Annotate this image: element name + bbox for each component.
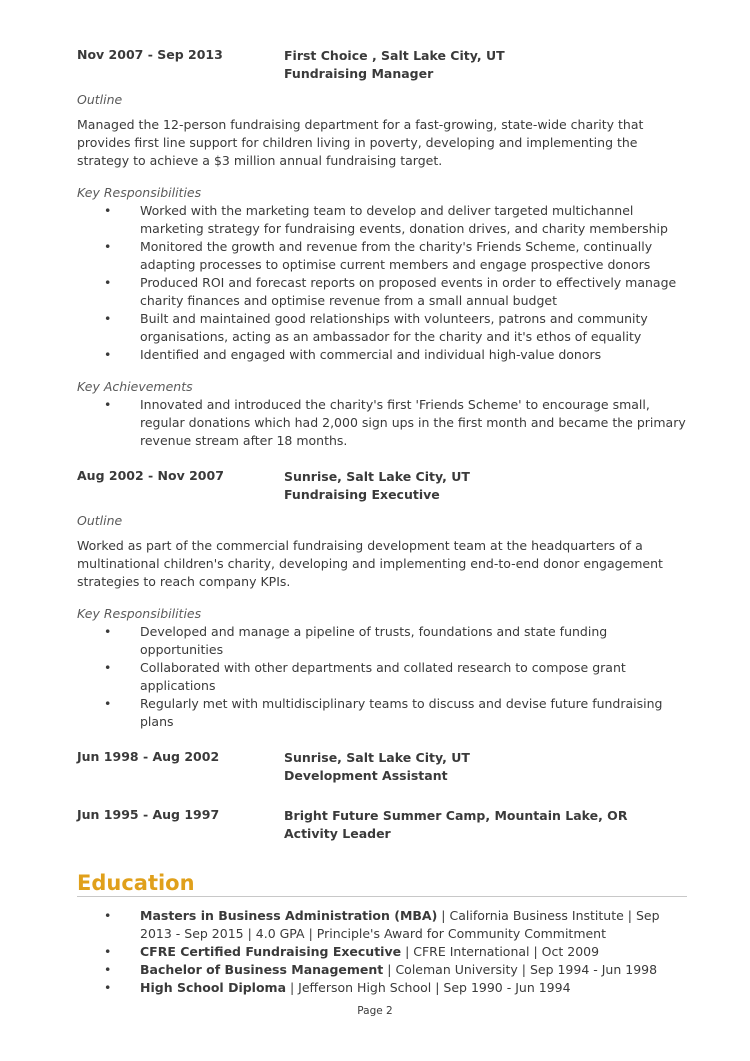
bullet: • <box>104 980 112 995</box>
bullet: • <box>104 908 112 923</box>
job-outline: Managed the 12-person fundraising department for a fast-growing, state-wide charity that provides first line support for children living in poverty, developing and implementing the strategy to achieve a $3 million annual fundraising target. <box>77 117 644 168</box>
list-item <box>77 907 687 943</box>
responsibilities-list <box>77 202 687 364</box>
list-item-text: Regularly met with multidisciplinary teams to discuss and devise future fundraising plans <box>140 696 663 729</box>
bullet: • <box>104 203 112 218</box>
responsibilities-label: Key Responsibilities <box>77 606 202 621</box>
job-date: Jun 1995 - Aug 1997 <box>77 807 220 822</box>
job-header <box>77 468 687 508</box>
job-title: Development Assistant <box>284 768 448 783</box>
list-item <box>77 961 687 979</box>
list-item <box>77 346 687 364</box>
bullet: • <box>104 944 112 959</box>
bullet: • <box>104 962 112 977</box>
list-item-text: Developed and manage a pipeline of trusts, foundations and state funding opportunities <box>140 624 608 657</box>
education-details: | Coleman University | Sep 1994 - Jun 1998 <box>383 962 658 977</box>
page-number: Page 2 <box>357 1005 393 1017</box>
bullet: • <box>104 311 112 326</box>
education-details: | CFRE International | Oct 2009 <box>401 944 600 959</box>
job-title: Fundraising Manager <box>284 66 434 81</box>
education-heading: Education <box>77 870 687 897</box>
bullet: • <box>104 347 112 362</box>
resume-page <box>77 0 687 1011</box>
list-item <box>77 396 687 450</box>
list-item <box>77 202 687 238</box>
outline-label: Outline <box>77 92 123 107</box>
job-header <box>77 47 687 87</box>
list-item <box>77 943 687 961</box>
job-outline: Worked as part of the commercial fundraising development team at the headquarters of a multinational children's charity, developing and implementing end-to-end donor engagement strategies to reach company KPIs. <box>77 538 663 589</box>
bullet: • <box>104 660 112 675</box>
job-company: Sunrise, Salt Lake City, UT <box>284 469 470 484</box>
job-title: Fundraising Executive <box>284 487 440 502</box>
job-header <box>77 807 687 847</box>
education-degree: CFRE Certified Fundraising Executive <box>140 944 402 959</box>
bullet: • <box>104 624 112 639</box>
responsibilities-label: Key Responsibilities <box>77 185 202 200</box>
education-degree: Masters in Business Administration (MBA) <box>140 908 438 923</box>
list-item-text: Innovated and introduced the charity's first 'Friends Scheme' to encourage small, regular donations which had 2,000 sign ups in the first month and became the primary revenue stream after 18 months. <box>140 397 686 448</box>
job-company: Sunrise, Salt Lake City, UT <box>284 750 470 765</box>
education-list <box>77 907 687 997</box>
list-item-text: Built and maintained good relationships with volunteers, patrons and community organisations, acting as an ambassador for the charity and it's ethos of equality <box>140 311 648 344</box>
responsibilities-list <box>77 623 687 731</box>
job-header <box>77 749 687 789</box>
job-entry <box>77 807 687 847</box>
job-entry <box>77 47 687 450</box>
job-date: Aug 2002 - Nov 2007 <box>77 468 224 483</box>
job-entry <box>77 468 687 731</box>
list-item <box>77 238 687 274</box>
job-entry <box>77 749 687 789</box>
list-item-text: Produced ROI and forecast reports on proposed events in order to effectively manage charity finances and optimise revenue from a small annual budget <box>140 275 677 308</box>
job-title: Activity Leader <box>284 826 391 841</box>
list-item <box>77 979 687 997</box>
bullet: • <box>104 275 112 290</box>
job-company: First Choice , Salt Lake City, UT <box>284 48 505 63</box>
bullet: • <box>104 239 112 254</box>
job-date: Nov 2007 - Sep 2013 <box>77 47 223 62</box>
job-date: Jun 1998 - Aug 2002 <box>77 749 220 764</box>
education-degree: High School Diploma <box>140 980 287 995</box>
achievements-list <box>77 396 687 450</box>
list-item-text: Identified and engaged with commercial and individual high-value donors <box>140 347 602 362</box>
job-company: Bright Future Summer Camp, Mountain Lake, OR <box>284 808 628 823</box>
bullet: • <box>104 696 112 711</box>
outline-label: Outline <box>77 513 123 528</box>
education-details: | California Business Institute | Sep 2013 - Sep 2015 | 4.0 GPA | Principle's Award for Community Commitment <box>140 908 660 941</box>
list-item-text: Collaborated with other departments and collated research to compose grant applications <box>140 660 626 693</box>
list-item <box>77 623 687 659</box>
list-item-text: Monitored the growth and revenue from the charity's Friends Scheme, continually adapting processes to optimise current members and engage prospective donors <box>140 239 653 272</box>
bullet: • <box>104 397 112 412</box>
education-degree: Bachelor of Business Management <box>140 962 384 977</box>
list-item <box>77 310 687 346</box>
education-details: | Jefferson High School | Sep 1990 - Jun 1994 <box>286 980 571 995</box>
list-item <box>77 274 687 310</box>
achievements-label: Key Achievements <box>77 379 193 394</box>
list-item <box>77 695 687 731</box>
list-item <box>77 659 687 695</box>
list-item-text: Worked with the marketing team to develop and deliver targeted multichannel marketing strategy for fundraising events, donation drives, and charity membership <box>140 203 668 236</box>
